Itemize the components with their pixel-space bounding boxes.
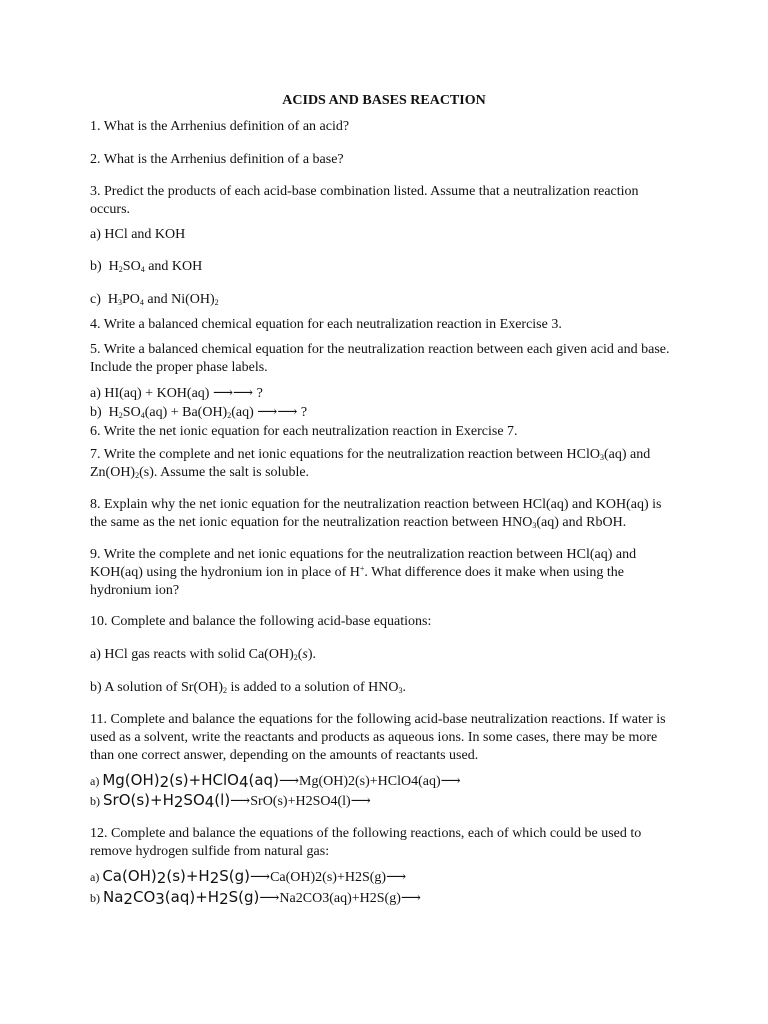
text: . What difference does it make when using the hydronium ion? bbox=[90, 565, 624, 598]
equation-text: Na bbox=[103, 888, 124, 906]
subscript: 4 bbox=[139, 298, 144, 307]
subscript: 3 bbox=[155, 890, 165, 908]
equation-text: S(g) bbox=[228, 888, 260, 906]
question-2: 2. What is the Arrhenius definition of a base? bbox=[90, 152, 344, 167]
text: a) HCl gas reacts with solid Ca(OH) bbox=[90, 647, 294, 662]
question-10: 10. Complete and balance the following acid-base equations: bbox=[90, 614, 432, 629]
text: (aq) and Zn(OH) bbox=[90, 447, 651, 480]
item-label: a) bbox=[90, 870, 103, 884]
question-3c bbox=[90, 291, 675, 309]
subscript: 3 bbox=[118, 298, 122, 307]
item-label: b) bbox=[90, 794, 103, 808]
text: is added to a solution of HNO bbox=[227, 680, 399, 695]
equation-text: (s)+H bbox=[166, 867, 210, 885]
text: . bbox=[402, 680, 406, 695]
question-4: 4. Write a balanced chemical equation for each neutralization reaction in Exercise 3. bbox=[90, 317, 562, 332]
equation-plain: ⟶Mg(OH)2(s)+HClO4(aq)⟶ bbox=[278, 774, 461, 789]
subscript: 4 bbox=[238, 773, 249, 791]
question-12: 12. Complete and balance the equations of the following reactions, each of which could be used to remove hydrogen sulfide from natural gas: bbox=[90, 826, 642, 859]
question-3b bbox=[90, 258, 675, 276]
text: b) H bbox=[90, 259, 119, 274]
question-7 bbox=[90, 446, 675, 482]
equation-text: SO bbox=[183, 791, 205, 809]
subscript: 3 bbox=[398, 686, 403, 695]
text: b) A solution of Sr(OH) bbox=[90, 680, 223, 695]
subscript: 2 bbox=[227, 411, 232, 420]
question-3: 3. Predict the products of each acid-base combination listed. Assume that a neutralization reaction occurs. bbox=[90, 184, 639, 217]
equation-text: Mg(OH) bbox=[102, 771, 160, 789]
page-title: ACIDS AND BASES REACTION bbox=[282, 93, 486, 108]
subscript: 4 bbox=[140, 411, 145, 420]
subscript: 2 bbox=[135, 471, 140, 480]
subscript: 2 bbox=[223, 686, 227, 695]
subscript: 2 bbox=[214, 298, 219, 307]
question-11: 11. Complete and balance the equations for the following acid-base neutralization reactions. If water is used as a solvent, write the reactants and products as aqueous ions. In some cases, there may be more than one correct answer, depending on the amounts of reactants used. bbox=[90, 712, 666, 763]
text: (aq) ⟶⟶ ? bbox=[231, 405, 308, 420]
subscript: 2 bbox=[209, 869, 220, 887]
equation-plain: ⟶Ca(OH)2(s)+H2S(g)⟶ bbox=[250, 870, 407, 885]
question-9 bbox=[90, 546, 675, 600]
subscript: 2 bbox=[118, 265, 123, 274]
text: ). bbox=[307, 647, 317, 662]
text: c) H bbox=[90, 292, 118, 307]
text: SO bbox=[122, 259, 141, 274]
text: b) H bbox=[90, 405, 119, 420]
equation-plain: ⟶SrO(s)+H2SO4(l)⟶ bbox=[230, 794, 371, 809]
question-8 bbox=[90, 496, 675, 532]
text: 7. Write the complete and net ionic equations for the neutralization reaction between HClO bbox=[90, 447, 601, 462]
subscript: 2 bbox=[293, 653, 298, 662]
question-5: 5. Write a balanced chemical equation for the neutralization reaction between each given acid and base. Include the proper phase labels. bbox=[90, 342, 670, 375]
text: 8. Explain why the net ionic equation for the neutralization reaction between HCl(aq) and KOH(aq) is the same as the net ionic equation for the neutralization reaction between HNO bbox=[90, 497, 662, 530]
subscript: 2 bbox=[118, 411, 123, 420]
question-11b bbox=[90, 791, 675, 811]
italic-text: s bbox=[302, 647, 308, 662]
superscript: + bbox=[359, 564, 365, 573]
text: (s). Assume the salt is soluble. bbox=[139, 465, 310, 480]
question-12b bbox=[90, 888, 675, 908]
subscript: 2 bbox=[156, 869, 167, 887]
subscript: 4 bbox=[204, 793, 215, 811]
text: (aq) and RbOH. bbox=[536, 515, 627, 530]
equation-text: (aq) bbox=[248, 771, 279, 789]
question-11a bbox=[90, 771, 675, 791]
text: PO bbox=[122, 292, 140, 307]
question-6: 6. Write the net ionic equation for each neutralization reaction in Exercise 7. bbox=[90, 424, 518, 439]
equation-text: CO bbox=[132, 888, 156, 906]
question-12a bbox=[90, 867, 675, 887]
subscript: 3 bbox=[532, 521, 537, 530]
subscript: 4 bbox=[140, 265, 145, 274]
equation-text: SrO(s)+H bbox=[103, 791, 174, 809]
equation-plain: ⟶Na2CO3(aq)+H2S(g)⟶ bbox=[259, 891, 421, 906]
question-1: 1. What is the Arrhenius definition of an acid? bbox=[90, 119, 350, 134]
equation-text: Ca(OH) bbox=[102, 867, 157, 885]
text: and KOH bbox=[144, 259, 203, 274]
question-5b bbox=[90, 404, 675, 422]
item-label: a) bbox=[90, 774, 103, 788]
question-5a: a) HI(aq) + KOH(aq) ⟶⟶ ? bbox=[90, 386, 263, 401]
text: and Ni(OH) bbox=[143, 292, 215, 307]
subscript: 2 bbox=[159, 773, 170, 791]
subscript: 2 bbox=[173, 793, 184, 811]
equation-text: S(g) bbox=[219, 867, 251, 885]
question-10a bbox=[90, 646, 675, 664]
equation-text: (s)+HClO bbox=[169, 771, 239, 789]
subscript: 3 bbox=[600, 453, 605, 462]
text: SO bbox=[122, 405, 141, 420]
subscript: 2 bbox=[219, 890, 229, 908]
text: (aq) + Ba(OH) bbox=[144, 405, 228, 420]
subscript: 2 bbox=[123, 890, 133, 908]
equation-text: (l) bbox=[214, 791, 231, 809]
text: ( bbox=[297, 647, 303, 662]
question-3a: a) HCl and KOH bbox=[90, 227, 186, 242]
item-label: b) bbox=[90, 891, 103, 905]
equation-text: (aq)+H bbox=[164, 888, 220, 906]
text: 9. Write the complete and net ionic equations for the neutralization reaction between HCl(aq) and KOH(aq) using the hydronium ion in place of H bbox=[90, 547, 637, 580]
question-10b bbox=[90, 679, 675, 697]
